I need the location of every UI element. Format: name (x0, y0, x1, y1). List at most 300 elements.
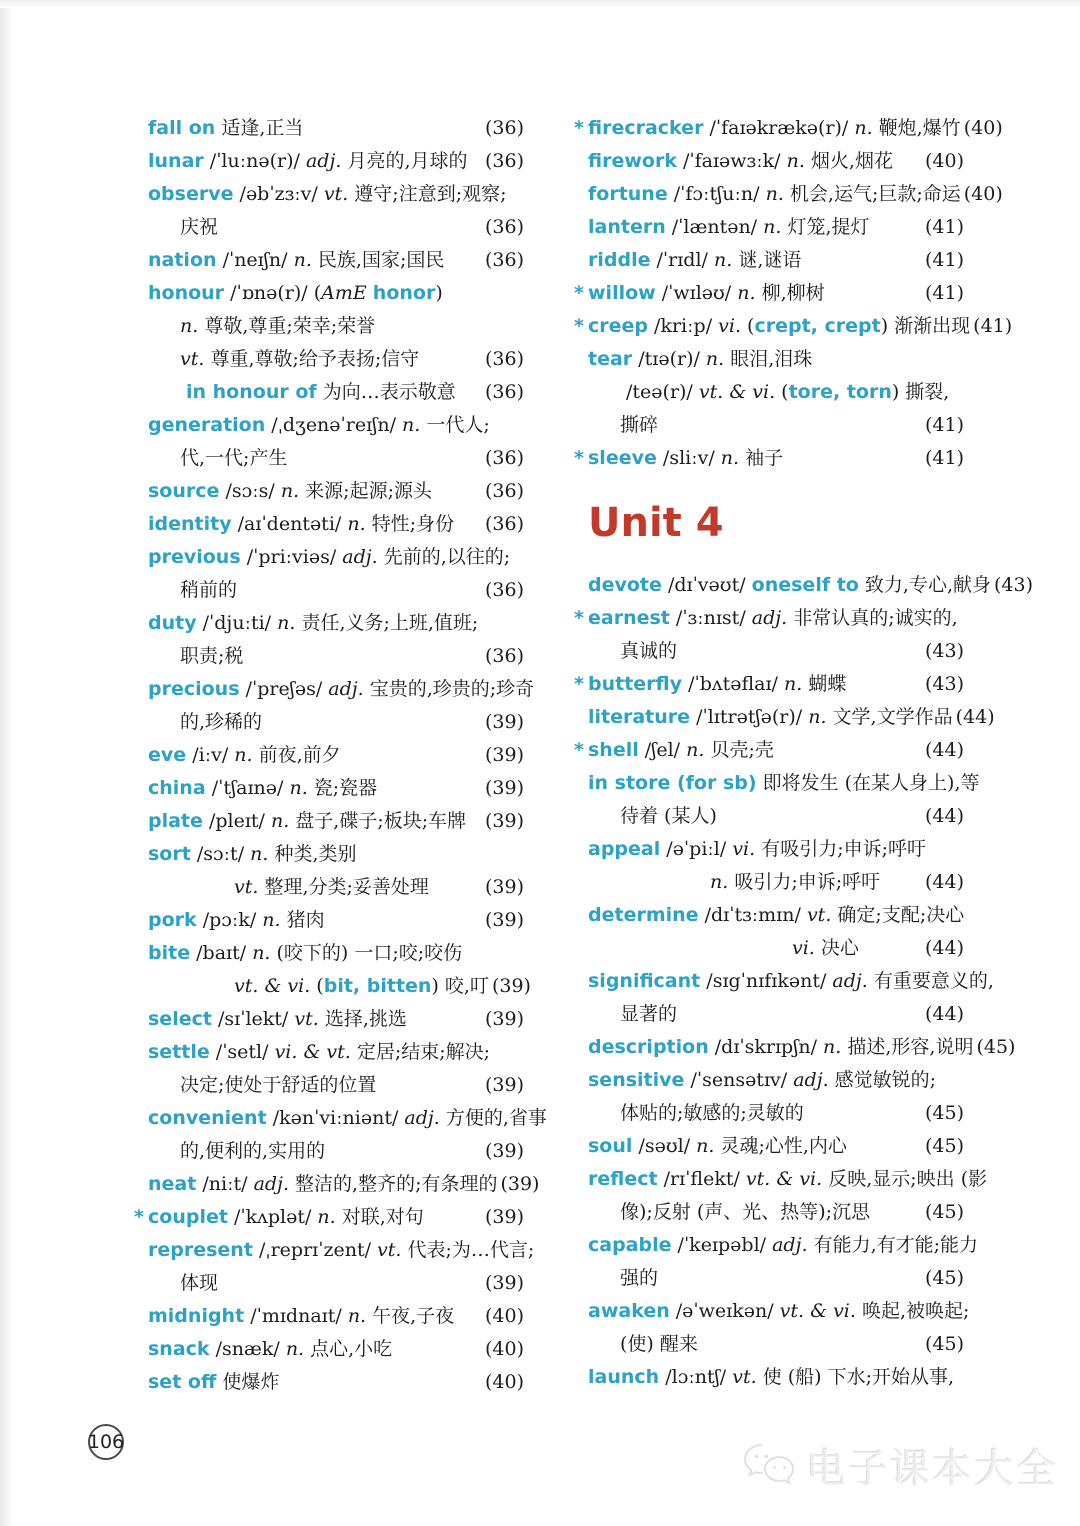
headword: shell (588, 739, 639, 761)
glossary-column-left (134, 112, 547, 1399)
entry-fragment: 烟火,烟花 (804, 150, 893, 172)
pos-label: n. (402, 414, 421, 436)
pos-label: n. (823, 1036, 842, 1058)
entry-fragment: 猪肉 (280, 909, 325, 931)
entry-fragment: 决定;使处于舒适的位置 (180, 1074, 377, 1096)
page-ref: (44) (924, 1003, 964, 1025)
entry-fragment: 反映,显示;映出 (影 (822, 1168, 988, 1190)
page-ref: (36) (484, 381, 524, 403)
vocab-entry-line (148, 376, 524, 409)
entry-fragment: /ʃel/ (638, 739, 687, 761)
entry-fragment: 民族,国家;国民 (311, 249, 445, 271)
pos-label: vt. & vi. (779, 1300, 856, 1322)
entry-fragment: /ˈdjuːti/ (196, 612, 278, 634)
headword: willow (588, 282, 656, 304)
vocab-entry-line (588, 409, 964, 442)
pos-label: adj. (832, 970, 868, 992)
entry-fragment: /aɪˈdentəti/ (231, 513, 348, 535)
entry-fragment: 撕碎 (620, 414, 659, 436)
vocab-entry-line (588, 1229, 979, 1262)
entry-fragment: 灵魂;心性,内心 (714, 1135, 847, 1157)
pos-label: vi. (732, 838, 756, 860)
entry-fragment: /ˈsensətɪv/ (684, 1069, 794, 1091)
headword: set off (148, 1371, 217, 1393)
entry-fragment: /ˈpriːviəs/ (240, 546, 343, 568)
page-ref: (36) (484, 117, 524, 139)
entry-fragment: 即将发生 (在某人身上),等 (756, 772, 980, 794)
entry-fragment: /ˈfaɪəwɜːk/ (676, 150, 787, 172)
pos-label: n. (696, 1135, 715, 1157)
headword: lantern (588, 216, 666, 238)
vocab-entry-line (588, 1130, 964, 1163)
pos-label: n. (262, 909, 281, 931)
pos-label: vt. & vi. (745, 1168, 823, 1190)
entry-fragment: /ˈkeɪpəbl/ (671, 1234, 773, 1256)
pos-label: n. (763, 216, 782, 238)
entry-fragment: 有能力,有才能;能力 (807, 1234, 979, 1256)
headword: select (148, 1008, 212, 1030)
vocab-entry-line (588, 1064, 964, 1097)
vocab-entry-line (588, 376, 964, 409)
entry-fragment: /ˌreprɪˈzent/ (252, 1239, 378, 1261)
entry-fragment: /ˈbʌtəflaɪ/ (682, 673, 784, 695)
page-scan-top-edge (0, 0, 1080, 8)
pos-label: n. (720, 447, 740, 469)
page-ref: (39) (484, 744, 524, 766)
pos-label: n. (786, 150, 805, 172)
entry-fragment: 体现 (180, 1272, 219, 1294)
entry-fragment: ) 渐渐出现 (880, 315, 971, 337)
headword: bit, bitten (323, 975, 432, 997)
entry-fragment: 眼泪,泪珠 (724, 348, 813, 370)
pos-label: vt. (234, 876, 259, 898)
vocab-entry-line (148, 1069, 524, 1102)
vocab-entry-line (588, 866, 964, 899)
entry-fragment: 稍前的 (180, 579, 238, 601)
entry-fragment: /sɔːt/ (190, 843, 251, 865)
headword: earnest (588, 607, 670, 629)
entry-fragment: 显著的 (620, 1003, 678, 1025)
headword: tear (588, 348, 633, 370)
star-marker: * (574, 282, 584, 304)
vocab-entry-line (148, 1168, 540, 1201)
vocab-entry-line (574, 112, 1003, 145)
pos-label: adj. (772, 1234, 808, 1256)
entry-fragment: 感觉敏锐的; (828, 1069, 937, 1091)
page-ref: (44) (955, 706, 995, 728)
headword: in store (for sb) (588, 772, 757, 794)
vocab-entry-line (148, 970, 531, 1003)
vocab-entry-line (148, 1234, 535, 1267)
vocab-entry-line (588, 569, 1033, 602)
entry-fragment: /rɪˈflekt/ (657, 1168, 746, 1190)
vocab-entry-line (148, 871, 524, 904)
pos-label: n. (270, 810, 290, 832)
page-ref: (45) (924, 1102, 964, 1124)
page-ref: (44) (924, 739, 964, 761)
headword: midnight (148, 1305, 245, 1327)
page-ref: (39) (491, 975, 531, 997)
vocab-entry-line (148, 574, 524, 607)
pos-label: n. (347, 513, 366, 535)
vocab-entry-line (588, 1262, 964, 1295)
headword: sleeve (588, 447, 657, 469)
entry-fragment: 鞭炮,爆竹 (872, 117, 961, 139)
entry-fragment: /dɪˈvəʊt/ (661, 574, 752, 596)
pos-label: n. (705, 348, 725, 370)
page-ref: (39) (484, 1074, 524, 1096)
star-marker: * (574, 117, 584, 139)
entry-fragment: /sɪgˈnɪfɪkənt/ (700, 970, 833, 992)
page-ref: (39) (484, 1272, 524, 1294)
entry-fragment: ( (775, 381, 789, 403)
headword: crept, crept (754, 315, 881, 337)
vocab-entry-line (588, 701, 995, 734)
entry-fragment: /ˈluːnə(r)/ (203, 150, 306, 172)
page-ref: (40) (484, 1371, 524, 1393)
entry-fragment: 遵守;注意到;观察; (348, 183, 507, 205)
vocab-entry-line (148, 1333, 524, 1366)
pos-label: adj. (328, 678, 364, 700)
wechat-icon (742, 1441, 796, 1491)
entry-fragment: 整理,分类;妥善处理 (258, 876, 429, 898)
entry-fragment: 确定;支配;决心 (831, 904, 965, 926)
vocab-entry-line (588, 178, 1003, 211)
pos-label: vt. (806, 904, 832, 926)
glossary-right-top-lines (574, 112, 1013, 475)
entry-fragment: /pleɪt/ (202, 810, 271, 832)
pos-label: vt. (180, 348, 205, 370)
page-ref: (39) (484, 909, 524, 931)
page-number-badge (88, 1424, 124, 1460)
entry-fragment: 吸引力;申诉;呼吁 (728, 871, 881, 893)
headword: represent (148, 1239, 253, 1261)
star-marker: * (574, 739, 584, 761)
entry-fragment: 先前的,以往的; (377, 546, 511, 568)
unit-4-heading: Unit 4 (588, 500, 724, 546)
star-marker: * (134, 1206, 144, 1228)
vocab-entry-line (574, 734, 964, 767)
entry-fragment: /əˈpiːl/ (660, 838, 733, 860)
entry-fragment: 责任,义务;上班,值班; (295, 612, 479, 634)
pos-label: n. (714, 249, 733, 271)
pos-label: adj. (253, 1173, 289, 1195)
headword: lunar (148, 150, 204, 172)
vocab-entry-line (148, 244, 524, 277)
entry-fragment: /niːt/ (196, 1173, 254, 1195)
headword: soul (588, 1135, 633, 1157)
entry-fragment: 使爆炸 (216, 1371, 280, 1393)
entry-fragment: /lɔːntʃ/ (659, 1366, 733, 1388)
headword: firework (588, 150, 677, 172)
headword: appeal (588, 838, 661, 860)
entry-fragment: 一代人; (420, 414, 490, 436)
headword: identity (148, 513, 232, 535)
entry-fragment: 整洁的,整齐的;有条理的 (288, 1173, 498, 1195)
pos-label: n. (854, 117, 873, 139)
pos-label: vt. (377, 1239, 402, 1261)
entry-fragment: /sɔːs/ (219, 480, 281, 502)
page-ref: (39) (484, 711, 524, 733)
pos-label: vt. (732, 1366, 757, 1388)
entry-fragment: 的,便利的,实用的 (180, 1140, 326, 1162)
entry-fragment: 瓷;瓷器 (307, 777, 378, 799)
vocab-entry-line (148, 442, 524, 475)
vocab-entry-line (148, 904, 524, 937)
vocab-entry-line (588, 932, 964, 965)
page-ref: (36) (484, 249, 524, 271)
vocab-entry-line (588, 1196, 964, 1229)
headword: fortune (588, 183, 668, 205)
page-ref: (36) (484, 447, 524, 469)
entry-fragment: /ˈneɪʃn/ (216, 249, 294, 271)
page-ref: (45) (924, 1333, 964, 1355)
entry-fragment: /snæk/ (209, 1338, 286, 1360)
vocab-entry-line (148, 409, 524, 442)
entry-fragment: 贝壳;壳 (704, 739, 774, 761)
entry-fragment: 使 (船) 下水;开始从事, (756, 1366, 955, 1388)
page-ref: (45) (924, 1267, 964, 1289)
headword: capable (588, 1234, 672, 1256)
vocab-entry-line (148, 1135, 524, 1168)
vocab-entry-line (148, 112, 524, 145)
pos-label: adj. (342, 546, 378, 568)
vocab-entry-line (588, 1163, 988, 1196)
page-ref: (40) (963, 183, 1003, 205)
page-ref: (40) (484, 1338, 524, 1360)
star-marker: * (574, 447, 584, 469)
star-marker: * (574, 673, 584, 695)
entry-fragment: 代,一代;产生 (180, 447, 288, 469)
vocab-entry-line (588, 145, 964, 178)
vocab-entry-line (588, 1031, 1016, 1064)
pos-label: n. (277, 612, 296, 634)
entry-fragment: 真诚的 (620, 640, 678, 662)
pos-label: n. (293, 249, 312, 271)
page-ref: (41) (924, 216, 964, 238)
entry-fragment: 来源;起源;源头 (299, 480, 432, 502)
page-ref: (39) (484, 1206, 524, 1228)
pos-label: n. (289, 777, 308, 799)
headword: eve (148, 744, 187, 766)
page-ref: (41) (924, 249, 964, 271)
star-marker: * (574, 315, 584, 337)
entry-fragment: 蝴蝶 (802, 673, 847, 695)
entry-fragment: 像);反射 (声、光、热等);沉思 (620, 1201, 871, 1223)
entry-fragment: 唤起,被唤起; (855, 1300, 970, 1322)
entry-fragment: /ˈkʌplət/ (227, 1206, 318, 1228)
vocab-entry-line (134, 1201, 524, 1234)
headword: riddle (588, 249, 651, 271)
entry-fragment: 方便的,省事 (439, 1107, 547, 1129)
pos-label: adj. (404, 1107, 440, 1129)
entry-fragment: 午夜,子夜 (366, 1305, 455, 1327)
entry-fragment: ) 咬,叮 (431, 975, 489, 997)
vocab-entry-line (588, 244, 964, 277)
vocab-entry-line (148, 475, 524, 508)
page-ref: (36) (484, 513, 524, 535)
page-ref: (40) (924, 150, 964, 172)
pos-label: n. (808, 706, 827, 728)
page-ref: (36) (484, 348, 524, 370)
headword: fall on (148, 117, 216, 139)
vocab-entry-line (588, 833, 964, 866)
headword: observe (148, 183, 234, 205)
entry-fragment: 前夜,前夕 (252, 744, 341, 766)
pos-label: vi. (718, 315, 741, 337)
headword: convenient (148, 1107, 267, 1129)
vocab-entry-line (588, 998, 964, 1031)
entry-fragment: 对联,对句 (335, 1206, 424, 1228)
entry-fragment: ( (741, 315, 755, 337)
vocab-entry-line (148, 673, 535, 706)
entry-fragment: ( (310, 975, 324, 997)
vocab-entry-line (148, 1102, 547, 1135)
entry-fragment: /tɪə(r)/ (632, 348, 706, 370)
vocab-entry-line (588, 899, 964, 932)
entry-fragment: /ˌdʒenəˈreɪʃn/ (265, 414, 403, 436)
glossary-right-bottom-lines (574, 569, 1033, 1394)
page-ref: (36) (484, 216, 524, 238)
page-ref: (41) (924, 414, 964, 436)
page-ref: (41) (924, 282, 964, 304)
entry-fragment: /ˈmɪdnaɪt/ (244, 1305, 348, 1327)
page-ref: (39) (484, 1008, 524, 1030)
vocab-entry-line (588, 1328, 964, 1361)
entry-fragment: /ˈfɔːtʃuːn/ (667, 183, 766, 205)
vocab-entry-line (148, 541, 524, 574)
entry-fragment: 决心 (814, 937, 859, 959)
page-scan-left-edge (0, 0, 14, 1526)
pos-label: n. (347, 1305, 367, 1327)
vocab-entry-line (574, 442, 964, 475)
pos-label: n. (317, 1206, 336, 1228)
pos-label: vt. & vi. (234, 975, 311, 997)
vocab-entry-line (148, 508, 524, 541)
vocab-entry-line (148, 1036, 524, 1069)
headword: literature (588, 706, 691, 728)
vocab-entry-line (148, 1267, 524, 1300)
vocab-entry-line (148, 211, 524, 244)
entry-fragment: /kənˈviːniənt/ (266, 1107, 405, 1129)
entry-fragment: 定居;结束;解决; (350, 1041, 491, 1063)
headword: awaken (588, 1300, 670, 1322)
entry-fragment: 种类,类别 (268, 843, 357, 865)
entry-fragment: 体贴的;敏感的;灵敏的 (620, 1102, 804, 1124)
vocab-entry-line (148, 739, 524, 772)
vocab-entry-line (588, 1097, 964, 1130)
entry-fragment: /ˈrɪdl/ (650, 249, 714, 271)
entry-fragment: 尊敬,尊重;荣幸;荣誉 (198, 315, 376, 337)
vocab-entry-line (588, 767, 980, 800)
vocab-entry-line (148, 178, 524, 211)
entry-fragment: 文学,文学作品 (826, 706, 953, 728)
entry-fragment: 有重要意义的, (867, 970, 994, 992)
star-marker: * (574, 607, 584, 629)
headword: snack (148, 1338, 210, 1360)
entry-fragment: /səʊl/ (632, 1135, 697, 1157)
page-ref: (43) (924, 673, 964, 695)
headword: couplet (148, 1206, 228, 1228)
vocab-entry-line (574, 668, 964, 701)
vocab-entry-line (574, 602, 964, 635)
pos-label: n. (737, 282, 756, 304)
headword: neat (148, 1173, 197, 1195)
vocab-entry-line (148, 805, 524, 838)
entry-fragment: /sliːv/ (656, 447, 721, 469)
entry-fragment: /iːv/ (186, 744, 235, 766)
page-ref: (45) (924, 1135, 964, 1157)
headword: previous (148, 546, 241, 568)
entry-fragment: 的,珍稀的 (180, 711, 263, 733)
headword: creep (588, 315, 649, 337)
vocab-entry-line (588, 1295, 970, 1328)
page-ref: (39) (484, 876, 524, 898)
page-ref: (36) (484, 150, 524, 172)
entry-fragment: /ˈsetl/ (209, 1041, 275, 1063)
page-ref: (45) (924, 1201, 964, 1223)
headword: pork (148, 909, 197, 931)
vocab-entry-line (148, 277, 524, 310)
headword: tore, torn (788, 381, 892, 403)
vocab-entry-line (148, 607, 524, 640)
entry-fragment: /dɪˈtɜːmɪn/ (698, 904, 807, 926)
entry-fragment: 点心,小吃 (304, 1338, 393, 1360)
entry-fragment: /pɔːk/ (196, 909, 263, 931)
vocab-entry-line (148, 640, 524, 673)
pos-label: vi. & vt. (274, 1041, 351, 1063)
entry-fragment: 职责;税 (180, 645, 244, 667)
headword: source (148, 480, 220, 502)
vocab-entry-line (148, 937, 524, 970)
page-ref: (41) (973, 315, 1013, 337)
entry-fragment: /ˈɒnə(r)/ ( (224, 282, 322, 304)
entry-fragment: 宝贵的,珍贵的;珍奇 (363, 678, 535, 700)
vocab-entry-line (588, 800, 964, 833)
headword: plate (148, 810, 203, 832)
headword: duty (148, 612, 197, 634)
page-ref: (44) (924, 937, 964, 959)
entry-fragment: 盘子,碟子;板块;车牌 (289, 810, 467, 832)
entry-fragment: (咬下的) 一口;咬;咬伤 (270, 942, 463, 964)
pos-label: n. (180, 315, 199, 337)
vocab-entry-line (148, 838, 524, 871)
entry-fragment: 月亮的,月球的 (341, 150, 468, 172)
headword: sensitive (588, 1069, 685, 1091)
page-ref: (40) (963, 117, 1003, 139)
pos-label: n. (784, 673, 803, 695)
pos-label: n. (765, 183, 784, 205)
headword: description (588, 1036, 709, 1058)
entry-fragment: 庆祝 (180, 216, 219, 238)
page-ref: (39) (484, 777, 524, 799)
entry-fragment: /əbˈzɜːv/ (233, 183, 324, 205)
pos-label: vt. & vi. (698, 381, 776, 403)
headword: honour (148, 282, 225, 304)
pos-label: adj. (305, 150, 342, 172)
entry-fragment: /ˈtʃaɪnə/ (205, 777, 290, 799)
entry-fragment: /ˈwɪləʊ/ (655, 282, 738, 304)
vocab-entry-line (148, 343, 524, 376)
entry-fragment: /ˈlæntən/ (665, 216, 764, 238)
entry-fragment: /kriːp/ (648, 315, 719, 337)
pos-label: n. (234, 744, 253, 766)
headword: reflect (588, 1168, 658, 1190)
entry-fragment: /əˈweɪkən/ (669, 1300, 780, 1322)
entry-fragment: /dɪˈskrɪpʃn/ (708, 1036, 824, 1058)
vocab-entry-line (148, 310, 524, 343)
page-ref: (39) (500, 1173, 540, 1195)
